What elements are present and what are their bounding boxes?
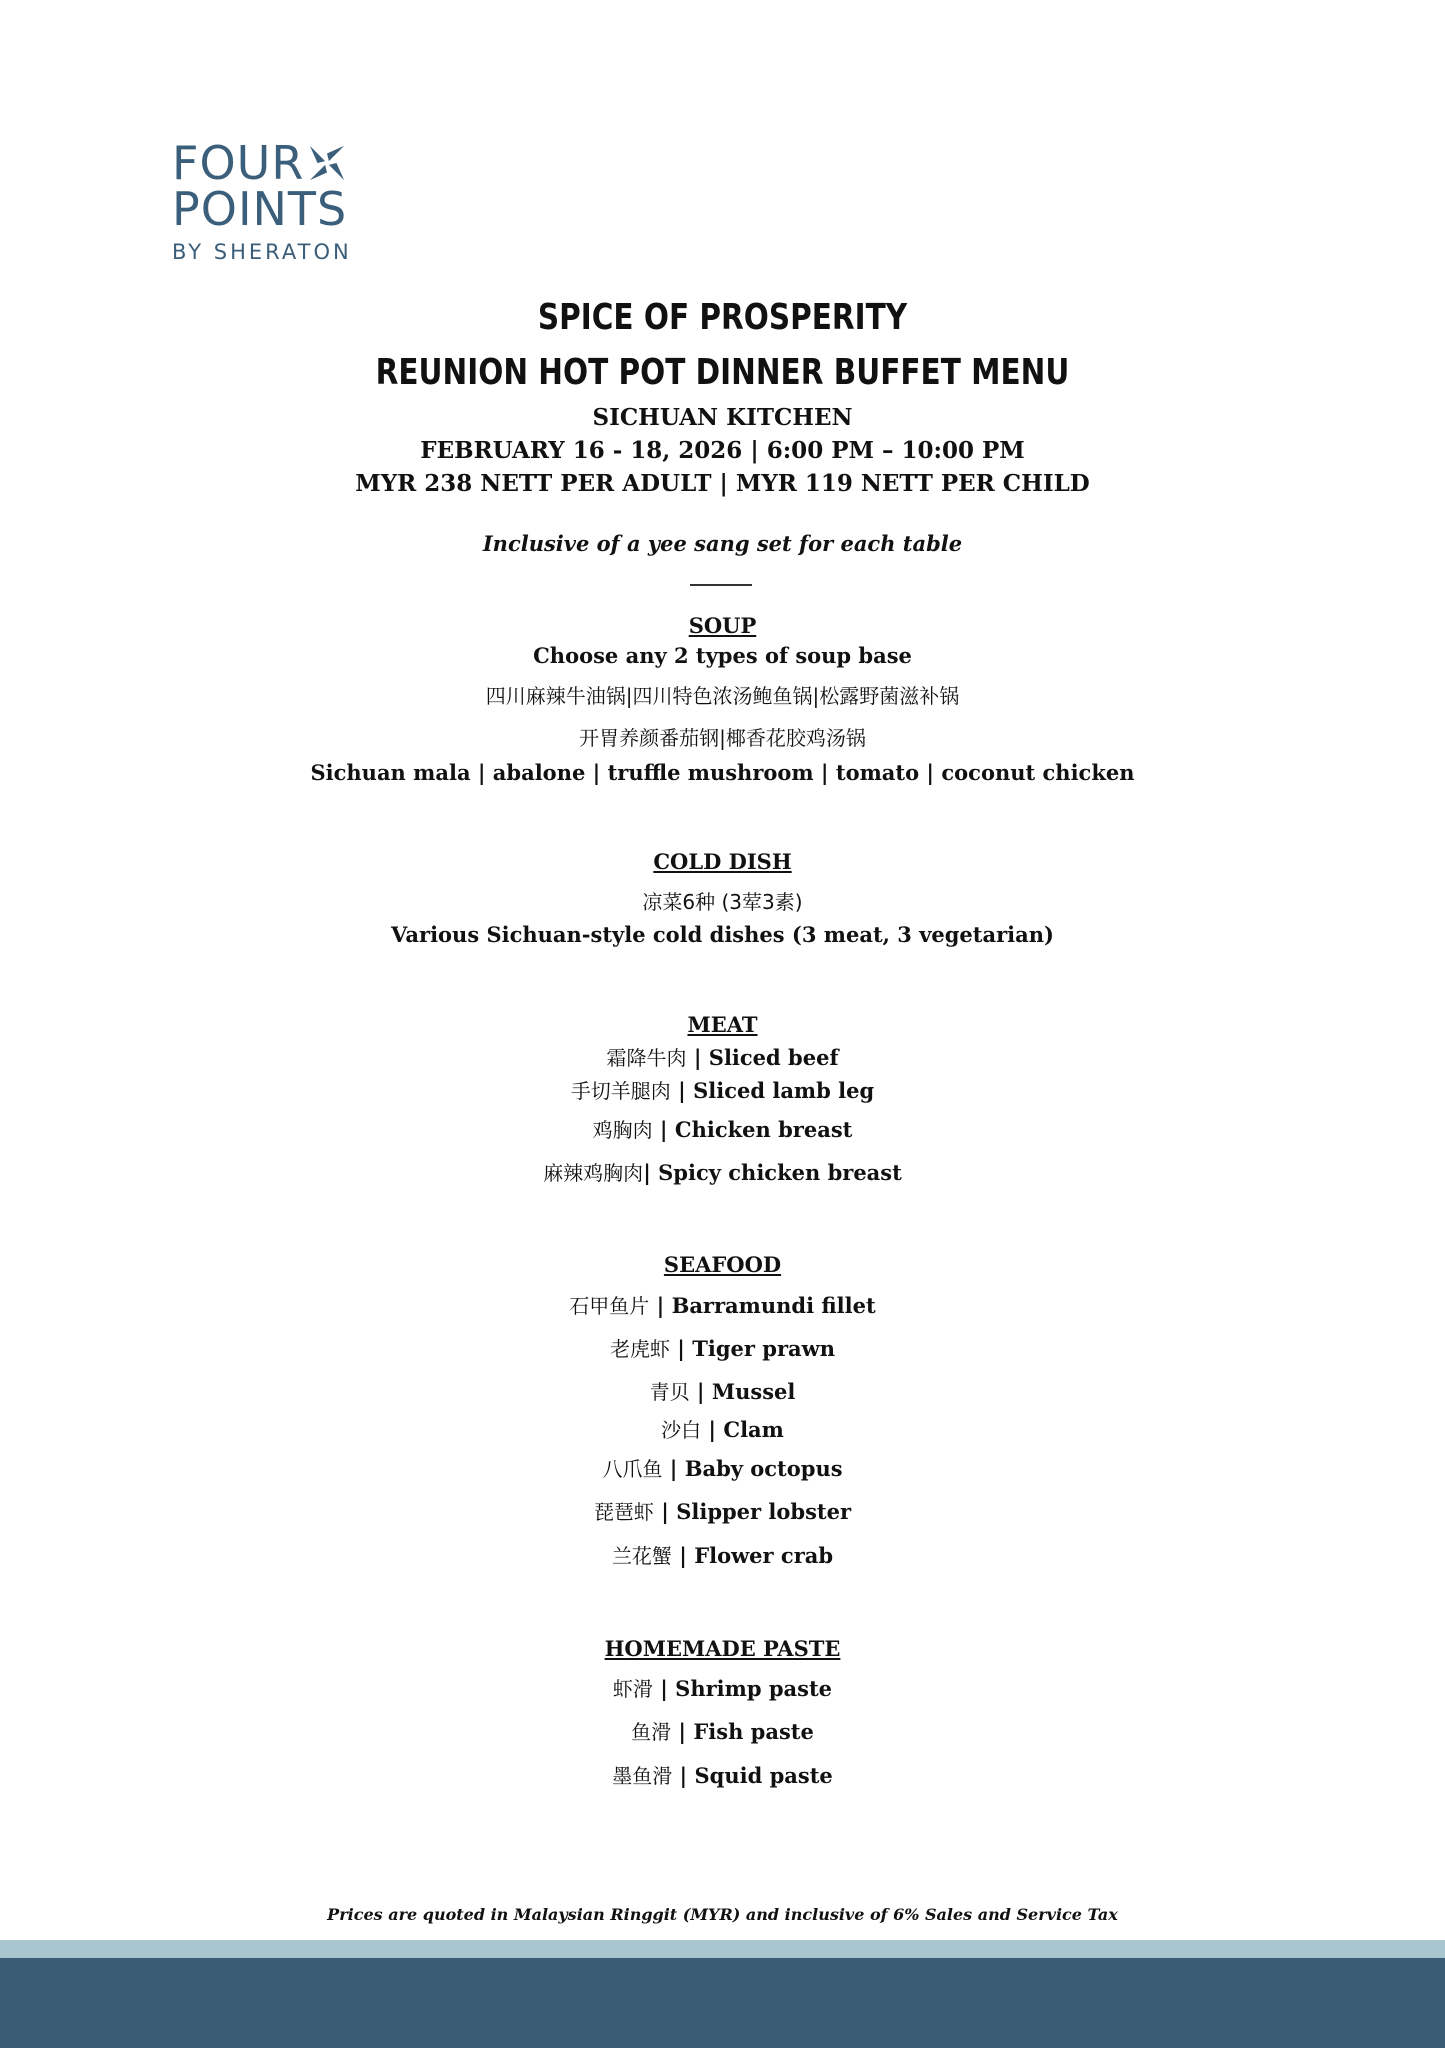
section-heading-homemade-paste: HOMEMADE PASTE (604, 1636, 841, 1661)
price-line: MYR 238 NETT PER ADULT | MYR 119 NETT PER CHILD (355, 470, 1090, 497)
four-points-x-logo-icon (308, 144, 346, 182)
list-item: 霜降牛肉 | Sliced beef (606, 1045, 839, 1070)
soup-description: Choose any 2 types of soup base (533, 643, 912, 668)
logo-line-points: POINTS (172, 182, 348, 236)
four-points-logo (172, 136, 372, 270)
menu-title-1: SPICE OF PROSPERITY (537, 297, 908, 338)
list-item: 沙白 | Clam (661, 1417, 784, 1442)
footer-band-dark (0, 1958, 1445, 2048)
logo-line-by-sheraton: BY SHERATON (172, 240, 352, 264)
list-item: 青贝 | Mussel (649, 1379, 796, 1404)
list-item: 兰花蟹 | Flower crab (611, 1543, 834, 1568)
header-divider (690, 584, 752, 586)
section-heading-seafood: SEAFOOD (663, 1252, 782, 1277)
list-item: 老虎虾 | Tiger prawn (610, 1336, 835, 1361)
tax-footnote: Prices are quoted in Malaysian Ringgit (MYR) and inclusive of 6% Sales and Service Tax (327, 1905, 1118, 1924)
yee-sang-note: Inclusive of a yee sang set for each table (482, 531, 963, 556)
menu-title-2: REUNION HOT POT DINNER BUFFET MENU (375, 352, 1070, 393)
section-heading-meat: MEAT (687, 1012, 758, 1037)
section-heading-soup: SOUP (688, 613, 757, 638)
cold-dish-chinese: 凉菜6种 (3荤3素) (642, 890, 803, 914)
list-item: 八爪鱼 | Baby octopus (602, 1456, 843, 1481)
list-item: 石甲鱼片 | Barramundi fillet (569, 1293, 876, 1318)
list-item: 墨鱼滑 | Squid paste (612, 1763, 833, 1788)
soup-english-line: Sichuan mala | abalone | truffle mushroom | tomato | coconut chicken (310, 760, 1135, 785)
list-item: 鱼滑 | Fish paste (631, 1719, 814, 1744)
cold-dish-english: Various Sichuan-style cold dishes (3 meat, 3 vegetarian) (391, 922, 1054, 947)
footer-band-light (0, 1940, 1445, 1958)
list-item: 虾滑 | Shrimp paste (612, 1676, 833, 1701)
logo-line-four: FOUR (172, 136, 305, 190)
venue-name: SICHUAN KITCHEN (592, 404, 853, 431)
soup-chinese-line-1: 四川麻辣牛油锅|四川特色浓汤鲍鱼锅|松露野菌滋补锅 (485, 684, 960, 708)
list-item: 手切羊腿肉 | Sliced lamb leg (570, 1078, 875, 1103)
list-item: 琵琶虾 | Slipper lobster (593, 1499, 852, 1524)
list-item: 鸡胸肉 | Chicken breast (592, 1117, 853, 1142)
section-heading-cold-dish: COLD DISH (653, 849, 792, 874)
event-dates: FEBRUARY 16 - 18, 2026 | 6:00 PM – 10:00 PM (420, 437, 1025, 464)
soup-chinese-line-2: 开胃养颜番茄钢|椰香花胶鸡汤锅 (579, 726, 866, 750)
list-item: 麻辣鸡胸肉| Spicy chicken breast (543, 1160, 902, 1185)
